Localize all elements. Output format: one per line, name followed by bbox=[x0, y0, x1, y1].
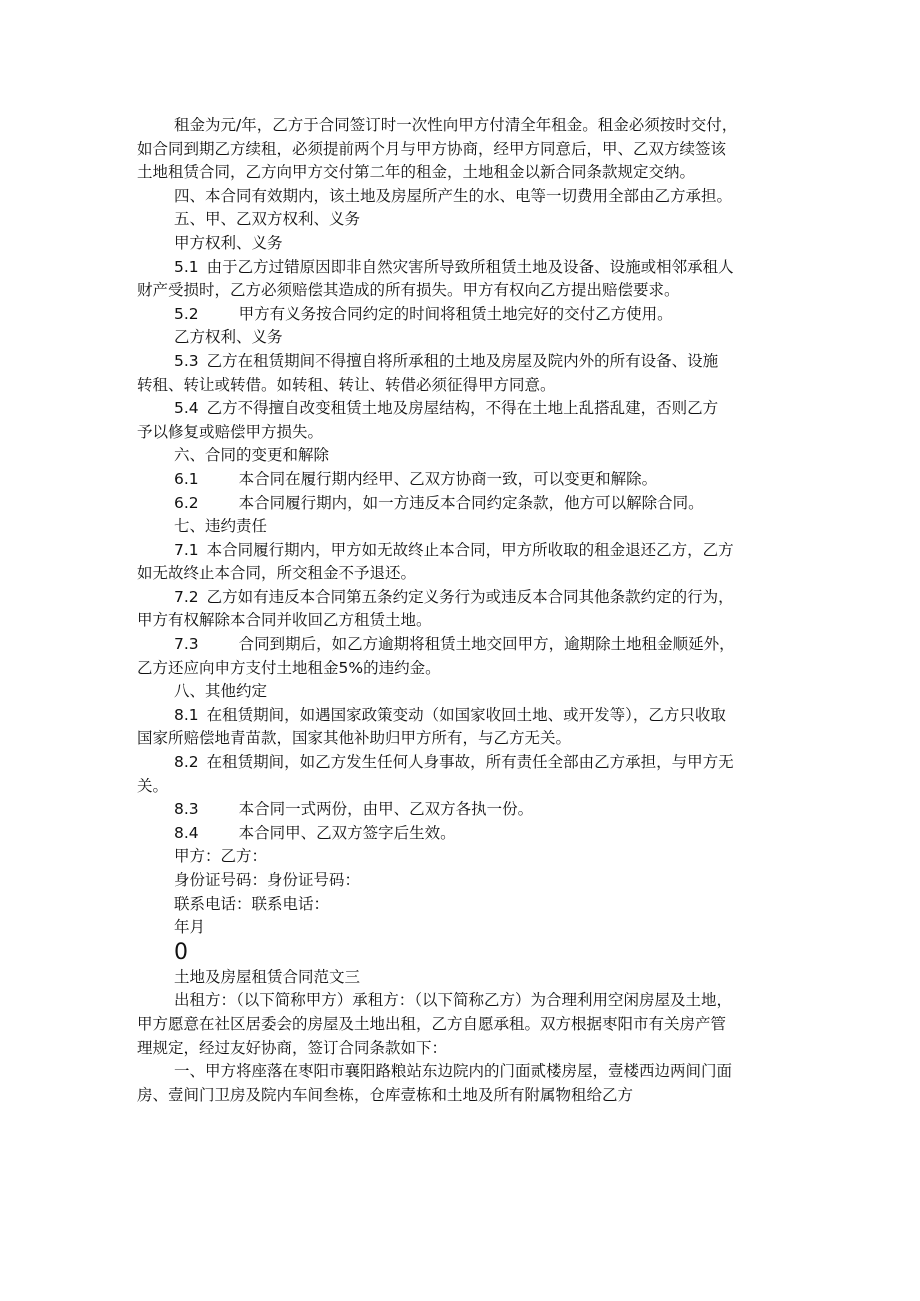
subsection-heading: 乙方权利、义务 bbox=[174, 328, 283, 347]
paragraph-line: 甲方愿意在社区居委会的房屋及土地出租，乙方自愿承租。双方根据枣阳市有关房产管 bbox=[137, 1014, 727, 1033]
clause-line bbox=[137, 256, 797, 280]
document-title: 土地及房屋租赁合同范文三 bbox=[174, 967, 361, 986]
clause-number: 8.1 bbox=[174, 705, 199, 724]
signature-date-line: 年月 bbox=[174, 918, 206, 937]
document-body bbox=[137, 114, 797, 1107]
clause-text: 合同到期后，如乙方逾期将租赁土地交回甲方，逾期除土地租金顺延外， bbox=[238, 635, 735, 654]
clause-line bbox=[137, 798, 797, 822]
paragraph-line: 理规定，经过友好协商，签订合同条款如下： bbox=[137, 1038, 448, 1057]
clause-text: 甲方有义务按合同约定的时间将租赁土地完好的交付乙方使用。 bbox=[238, 304, 673, 323]
subsection-heading: 甲方权利、义务 bbox=[174, 233, 283, 252]
paragraph-line: 土地租赁合同，乙方向甲方交付第二年的租金，土地租金以新合同条款规定交纳。 bbox=[137, 163, 696, 182]
clause-line bbox=[137, 397, 797, 421]
paragraph-line: 予以修复或赔偿甲方损失。 bbox=[137, 422, 324, 441]
paragraph-line: 甲方有权解除本合同并收回乙方租赁土地。 bbox=[137, 611, 432, 630]
page-number: 0 bbox=[174, 939, 188, 965]
section-heading: 七、违约责任 bbox=[174, 517, 268, 536]
paragraph-line: 租金为元/年，乙方于合同签订时一次性向甲方付清全年租金。租金必须按时交付， bbox=[174, 116, 738, 134]
paragraph-line: 一、甲方将座落在枣阳市襄阳路粮站东边院内的门面贰楼房屋，壹楼西边两间门面 bbox=[174, 1062, 733, 1081]
signature-phone-line: 联系电话：联系电话： bbox=[174, 894, 330, 913]
clause-number: 6.2 bbox=[174, 493, 199, 512]
paragraph-line: 国家所赔偿地青苗款，国家其他补助归甲方所有，与乙方无关。 bbox=[137, 729, 572, 748]
clause-number: 5.3 bbox=[174, 351, 199, 370]
clause-text: 在租赁期间，如乙方发生任何人身事故，所有责任全部由乙方承担，与甲方无 bbox=[206, 753, 734, 772]
clause-text: 本合同甲、乙双方签字后生效。 bbox=[238, 823, 456, 842]
paragraph-line: 乙方还应向申方支付土地租金5%的违约金。 bbox=[137, 658, 441, 677]
clause-number: 5.4 bbox=[174, 399, 199, 418]
clause-text: 由于乙方过错原因即非自然灾害所导致所租赁土地及设备、设施或相邻承租人 bbox=[206, 257, 734, 276]
clause-text: 本合同履行期内，如一方违反本合同约定条款，他方可以解除合同。 bbox=[238, 493, 704, 512]
paragraph-line: 财产受损时，乙方必须赔偿其造成的所有损失。甲方有权向乙方提出赔偿要求。 bbox=[137, 281, 680, 300]
clause-line bbox=[137, 303, 797, 327]
clause-number: 5.2 bbox=[174, 304, 199, 323]
section-heading: 六、合同的变更和解除 bbox=[174, 446, 330, 465]
clause-text: 在租赁期间，如遇国家政策变动（如国家收回土地、或开发等），乙方只收取 bbox=[206, 705, 726, 724]
clause-line bbox=[137, 751, 797, 775]
clause-number: 8.4 bbox=[174, 823, 199, 842]
clause-text: 本合同在履行期内经甲、乙双方协商一致，可以变更和解除。 bbox=[238, 469, 658, 488]
clause-number: 7.1 bbox=[174, 540, 199, 559]
clause-text: 乙方如有违反本合同第五条约定义务行为或违反本合同其他条款约定的行为， bbox=[206, 587, 734, 606]
paragraph-line: 出租方：（以下简称甲方）承租方：（以下简称乙方）为合理利用空闲房屋及土地， bbox=[174, 991, 733, 1010]
clause-line bbox=[137, 539, 797, 563]
paragraph-line: 房、壹间门卫房及院内车间叁栋，仓库壹栋和土地及所有附属物租给乙方 bbox=[137, 1085, 634, 1104]
clause-line bbox=[137, 350, 797, 374]
signature-party-line: 甲方：乙方： bbox=[174, 847, 268, 866]
clause-number: 8.3 bbox=[174, 800, 199, 819]
clause-text: 乙方不得擅自改变租赁土地及房屋结构，不得在土地上乱搭乱建，否则乙方 bbox=[206, 399, 719, 418]
clause-number: 7.3 bbox=[174, 635, 199, 654]
section-heading: 八、其他约定 bbox=[174, 682, 268, 701]
paragraph-line: 关。 bbox=[137, 776, 169, 795]
clause-number: 5.1 bbox=[174, 257, 199, 276]
clause-line bbox=[137, 468, 797, 492]
paragraph-line: 四、本合同有效期内，该土地及房屋所产生的水、电等一切费用全部由乙方承担。 bbox=[174, 186, 733, 205]
clause-text: 乙方在租赁期间不得擅自将所承租的土地及房屋及院内外的所有设备、设施 bbox=[206, 351, 719, 370]
clause-line bbox=[137, 822, 797, 846]
clause-text: 本合同履行期内，甲方如无故终止本合同，甲方所收取的租金退还乙方，乙方 bbox=[206, 540, 734, 559]
paragraph-line: 转租、转让或转借。如转租、转让、转借必须征得甲方同意。 bbox=[137, 375, 556, 394]
clause-number: 6.1 bbox=[174, 469, 199, 488]
clause-line bbox=[137, 492, 797, 516]
paragraph-line: 如合同到期乙方续租，必须提前两个月与甲方协商，经甲方同意后，甲、乙双方续签该 bbox=[137, 139, 727, 158]
clause-number: 8.2 bbox=[174, 753, 199, 772]
clause-text: 本合同一式两份，由甲、乙双方各执一份。 bbox=[238, 800, 534, 819]
clause-number: 7.2 bbox=[174, 587, 199, 606]
paragraph-line: 如无故终止本合同，所交租金不予退还。 bbox=[137, 564, 417, 583]
clause-line bbox=[137, 633, 797, 657]
section-heading: 五、甲、乙双方权利、义务 bbox=[174, 210, 361, 229]
clause-line bbox=[137, 586, 797, 610]
clause-line bbox=[137, 704, 797, 728]
signature-id-line: 身份证号码：身份证号码： bbox=[174, 871, 361, 889]
